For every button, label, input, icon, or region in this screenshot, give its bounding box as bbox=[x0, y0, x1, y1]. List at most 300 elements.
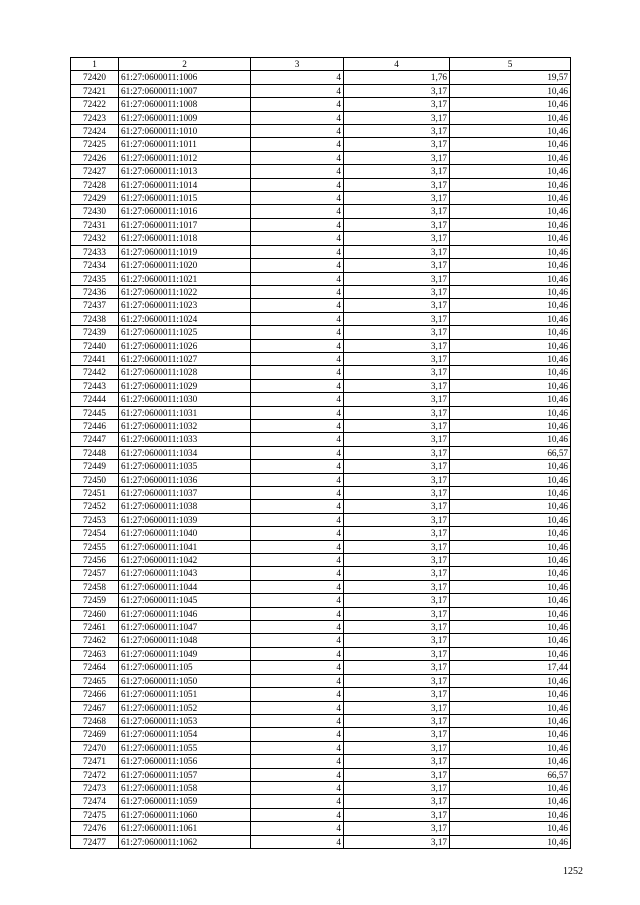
table-row bbox=[71, 822, 571, 835]
table-cell-col-2: 61:27:0600011:1036 bbox=[119, 473, 251, 486]
table-cell-col-2: 61:27:0600011:1012 bbox=[119, 151, 251, 164]
table-cell-col-4: 3,17 bbox=[344, 808, 450, 821]
table-cell-col-4: 3,17 bbox=[344, 835, 450, 848]
table-cell-col-1: 72443 bbox=[71, 379, 119, 392]
table-row bbox=[71, 701, 571, 714]
table-cell-col-5: 10,46 bbox=[450, 326, 571, 339]
table-cell-col-2: 61:27:0600011:1018 bbox=[119, 232, 251, 245]
table-cell-col-1: 72434 bbox=[71, 259, 119, 272]
table-cell-col-1: 72462 bbox=[71, 634, 119, 647]
table-cell-col-3: 4 bbox=[251, 701, 344, 714]
table-cell-col-5: 10,46 bbox=[450, 165, 571, 178]
table-cell-col-1: 72467 bbox=[71, 701, 119, 714]
table-cell-col-3: 4 bbox=[251, 795, 344, 808]
table-row bbox=[71, 714, 571, 727]
table-cell-col-3: 4 bbox=[251, 192, 344, 205]
table-cell-col-2: 61:27:0600011:1057 bbox=[119, 768, 251, 781]
table-cell-col-4: 3,17 bbox=[344, 178, 450, 191]
table-cell-col-1: 72457 bbox=[71, 567, 119, 580]
table-cell-col-2: 61:27:0600011:1055 bbox=[119, 741, 251, 754]
table-row bbox=[71, 178, 571, 191]
table-cell-col-2: 61:27:0600011:1042 bbox=[119, 554, 251, 567]
table-cell-col-2: 61:27:0600011:1038 bbox=[119, 500, 251, 513]
table-cell-col-5: 10,46 bbox=[450, 741, 571, 754]
table-row bbox=[71, 634, 571, 647]
table-cell-col-3: 4 bbox=[251, 245, 344, 258]
table-row bbox=[71, 580, 571, 593]
table-cell-col-3: 4 bbox=[251, 285, 344, 298]
table-cell-col-1: 72455 bbox=[71, 540, 119, 553]
table-row bbox=[71, 513, 571, 526]
table-cell-col-1: 72438 bbox=[71, 312, 119, 325]
table-cell-col-3: 4 bbox=[251, 299, 344, 312]
table-cell-col-3: 4 bbox=[251, 808, 344, 821]
table-cell-col-5: 10,46 bbox=[450, 352, 571, 365]
table-cell-col-3: 4 bbox=[251, 781, 344, 794]
table-cell-col-4: 3,17 bbox=[344, 714, 450, 727]
table-cell-col-3: 4 bbox=[251, 607, 344, 620]
table-row bbox=[71, 768, 571, 781]
table-cell-col-2: 61:27:0600011:1031 bbox=[119, 406, 251, 419]
table-cell-col-4: 3,17 bbox=[344, 701, 450, 714]
table-cell-col-3: 4 bbox=[251, 527, 344, 540]
header-col-3: 3 bbox=[251, 58, 344, 71]
table-cell-col-5: 19,57 bbox=[450, 71, 571, 84]
table-cell-col-1: 72432 bbox=[71, 232, 119, 245]
table-cell-col-5: 10,46 bbox=[450, 728, 571, 741]
table-row bbox=[71, 621, 571, 634]
table-cell-col-4: 3,17 bbox=[344, 393, 450, 406]
table-cell-col-3: 4 bbox=[251, 165, 344, 178]
table-cell-col-3: 4 bbox=[251, 728, 344, 741]
table-cell-col-1: 72433 bbox=[71, 245, 119, 258]
table-cell-col-5: 10,46 bbox=[450, 822, 571, 835]
table-cell-col-4: 3,17 bbox=[344, 192, 450, 205]
table-cell-col-1: 72470 bbox=[71, 741, 119, 754]
table-cell-col-2: 61:27:0600011:1019 bbox=[119, 245, 251, 258]
table-cell-col-1: 72427 bbox=[71, 165, 119, 178]
table-cell-col-3: 4 bbox=[251, 433, 344, 446]
table-row bbox=[71, 540, 571, 553]
table-cell-col-1: 72435 bbox=[71, 272, 119, 285]
table-cell-col-4: 3,17 bbox=[344, 218, 450, 231]
table-cell-col-2: 61:27:0600011:1039 bbox=[119, 513, 251, 526]
table-cell-col-4: 3,17 bbox=[344, 433, 450, 446]
table-cell-col-5: 10,46 bbox=[450, 647, 571, 660]
table-cell-col-4: 3,17 bbox=[344, 621, 450, 634]
table-row bbox=[71, 473, 571, 486]
table-row bbox=[71, 259, 571, 272]
table-cell-col-5: 10,46 bbox=[450, 151, 571, 164]
table-cell-col-1: 72461 bbox=[71, 621, 119, 634]
table-cell-col-4: 3,17 bbox=[344, 98, 450, 111]
table-row bbox=[71, 781, 571, 794]
table-cell-col-5: 10,46 bbox=[450, 84, 571, 97]
table-row bbox=[71, 433, 571, 446]
table-cell-col-3: 4 bbox=[251, 822, 344, 835]
table-cell-col-5: 10,46 bbox=[450, 554, 571, 567]
table-row bbox=[71, 728, 571, 741]
table-cell-col-4: 3,17 bbox=[344, 138, 450, 151]
table-cell-col-3: 4 bbox=[251, 835, 344, 848]
table-cell-col-4: 3,17 bbox=[344, 205, 450, 218]
table-cell-col-2: 61:27:0600011:1017 bbox=[119, 218, 251, 231]
header-row bbox=[71, 58, 571, 71]
table-cell-col-3: 4 bbox=[251, 312, 344, 325]
table-cell-col-4: 3,17 bbox=[344, 755, 450, 768]
table-row bbox=[71, 272, 571, 285]
table-cell-col-1: 72473 bbox=[71, 781, 119, 794]
table-cell-col-5: 66,57 bbox=[450, 446, 571, 459]
header-col-5: 5 bbox=[450, 58, 571, 71]
table-cell-col-1: 72452 bbox=[71, 500, 119, 513]
table-cell-col-5: 10,46 bbox=[450, 808, 571, 821]
table-cell-col-4: 3,17 bbox=[344, 446, 450, 459]
table-cell-col-1: 72445 bbox=[71, 406, 119, 419]
table-cell-col-4: 3,17 bbox=[344, 500, 450, 513]
table-cell-col-5: 66,57 bbox=[450, 768, 571, 781]
table-cell-col-4: 3,17 bbox=[344, 527, 450, 540]
table-cell-col-2: 61:27:0600011:105 bbox=[119, 661, 251, 674]
table-cell-col-3: 4 bbox=[251, 714, 344, 727]
table-row bbox=[71, 808, 571, 821]
table-cell-col-1: 72436 bbox=[71, 285, 119, 298]
table-cell-col-5: 10,46 bbox=[450, 138, 571, 151]
table-cell-col-4: 3,17 bbox=[344, 473, 450, 486]
table-row bbox=[71, 285, 571, 298]
table-row bbox=[71, 352, 571, 365]
table-row bbox=[71, 326, 571, 339]
table-cell-col-5: 10,46 bbox=[450, 527, 571, 540]
table-cell-col-4: 3,17 bbox=[344, 460, 450, 473]
table-cell-col-3: 4 bbox=[251, 232, 344, 245]
table-cell-col-5: 10,46 bbox=[450, 406, 571, 419]
table-cell-col-2: 61:27:0600011:1015 bbox=[119, 192, 251, 205]
table-cell-col-2: 61:27:0600011:1046 bbox=[119, 607, 251, 620]
table-cell-col-4: 1,76 bbox=[344, 71, 450, 84]
table-cell-col-5: 10,46 bbox=[450, 339, 571, 352]
table-cell-col-5: 10,46 bbox=[450, 500, 571, 513]
table-cell-col-4: 3,17 bbox=[344, 299, 450, 312]
table-cell-col-4: 3,17 bbox=[344, 379, 450, 392]
table-cell-col-1: 72468 bbox=[71, 714, 119, 727]
table-cell-col-3: 4 bbox=[251, 352, 344, 365]
table-cell-col-2: 61:27:0600011:1037 bbox=[119, 487, 251, 500]
table-cell-col-4: 3,17 bbox=[344, 245, 450, 258]
table-row bbox=[71, 111, 571, 124]
table-cell-col-2: 61:27:0600011:1022 bbox=[119, 285, 251, 298]
table-cell-col-3: 4 bbox=[251, 125, 344, 138]
table-row bbox=[71, 379, 571, 392]
table-cell-col-4: 3,17 bbox=[344, 339, 450, 352]
table-cell-col-1: 72471 bbox=[71, 755, 119, 768]
table-row bbox=[71, 446, 571, 459]
table-cell-col-5: 10,46 bbox=[450, 312, 571, 325]
table-row bbox=[71, 245, 571, 258]
table-cell-col-4: 3,17 bbox=[344, 634, 450, 647]
table-cell-col-2: 61:27:0600011:1025 bbox=[119, 326, 251, 339]
table-cell-col-2: 61:27:0600011:1052 bbox=[119, 701, 251, 714]
table-cell-col-5: 10,46 bbox=[450, 540, 571, 553]
table-cell-col-4: 3,17 bbox=[344, 366, 450, 379]
table-cell-col-2: 61:27:0600011:1035 bbox=[119, 460, 251, 473]
table-cell-col-1: 72422 bbox=[71, 98, 119, 111]
table-cell-col-1: 72424 bbox=[71, 125, 119, 138]
table-cell-col-2: 61:27:0600011:1059 bbox=[119, 795, 251, 808]
table-cell-col-3: 4 bbox=[251, 500, 344, 513]
table-cell-col-3: 4 bbox=[251, 647, 344, 660]
table-row bbox=[71, 594, 571, 607]
table-cell-col-2: 61:27:0600011:1056 bbox=[119, 755, 251, 768]
table-cell-col-3: 4 bbox=[251, 580, 344, 593]
table-cell-col-5: 10,46 bbox=[450, 580, 571, 593]
table-cell-col-5: 10,46 bbox=[450, 701, 571, 714]
table-cell-col-1: 72420 bbox=[71, 71, 119, 84]
table-row bbox=[71, 460, 571, 473]
table-cell-col-5: 10,46 bbox=[450, 714, 571, 727]
table-row bbox=[71, 218, 571, 231]
table-cell-col-1: 72451 bbox=[71, 487, 119, 500]
table-cell-col-1: 72437 bbox=[71, 299, 119, 312]
table-cell-col-1: 72426 bbox=[71, 151, 119, 164]
table-row bbox=[71, 366, 571, 379]
table-cell-col-2: 61:27:0600011:1051 bbox=[119, 688, 251, 701]
table-row bbox=[71, 71, 571, 84]
table-cell-col-3: 4 bbox=[251, 621, 344, 634]
table-cell-col-2: 61:27:0600011:1045 bbox=[119, 594, 251, 607]
table-row bbox=[71, 567, 571, 580]
table-cell-col-4: 3,17 bbox=[344, 795, 450, 808]
table-cell-col-2: 61:27:0600011:1060 bbox=[119, 808, 251, 821]
table-cell-col-2: 61:27:0600011:1053 bbox=[119, 714, 251, 727]
table-cell-col-3: 4 bbox=[251, 339, 344, 352]
table-cell-col-1: 72453 bbox=[71, 513, 119, 526]
table-cell-col-1: 72460 bbox=[71, 607, 119, 620]
table-cell-col-2: 61:27:0600011:1032 bbox=[119, 419, 251, 432]
table-cell-col-4: 3,17 bbox=[344, 232, 450, 245]
table-cell-col-4: 3,17 bbox=[344, 326, 450, 339]
table-cell-col-2: 61:27:0600011:1027 bbox=[119, 352, 251, 365]
table-cell-col-1: 72474 bbox=[71, 795, 119, 808]
table-cell-col-1: 72428 bbox=[71, 178, 119, 191]
table-cell-col-4: 3,17 bbox=[344, 151, 450, 164]
table-cell-col-2: 61:27:0600011:1006 bbox=[119, 71, 251, 84]
table-cell-col-2: 61:27:0600011:1043 bbox=[119, 567, 251, 580]
table-cell-col-5: 10,46 bbox=[450, 674, 571, 687]
table-cell-col-2: 61:27:0600011:1058 bbox=[119, 781, 251, 794]
table-cell-col-5: 10,46 bbox=[450, 419, 571, 432]
table-cell-col-1: 72449 bbox=[71, 460, 119, 473]
table-cell-col-3: 4 bbox=[251, 446, 344, 459]
table-cell-col-1: 72430 bbox=[71, 205, 119, 218]
table-cell-col-3: 4 bbox=[251, 272, 344, 285]
table-row bbox=[71, 835, 571, 848]
table-cell-col-4: 3,17 bbox=[344, 822, 450, 835]
table-cell-col-5: 10,46 bbox=[450, 433, 571, 446]
table-cell-col-4: 3,17 bbox=[344, 674, 450, 687]
table-cell-col-3: 4 bbox=[251, 755, 344, 768]
table-cell-col-1: 72442 bbox=[71, 366, 119, 379]
table-cell-col-1: 72477 bbox=[71, 835, 119, 848]
table-row bbox=[71, 192, 571, 205]
table-cell-col-3: 4 bbox=[251, 741, 344, 754]
table-row bbox=[71, 339, 571, 352]
table-row bbox=[71, 554, 571, 567]
table-row bbox=[71, 741, 571, 754]
table-cell-col-1: 72448 bbox=[71, 446, 119, 459]
table-cell-col-5: 10,46 bbox=[450, 192, 571, 205]
table-cell-col-5: 10,46 bbox=[450, 232, 571, 245]
table-cell-col-3: 4 bbox=[251, 594, 344, 607]
table-cell-col-5: 10,46 bbox=[450, 379, 571, 392]
table-cell-col-2: 61:27:0600011:1049 bbox=[119, 647, 251, 660]
table-cell-col-2: 61:27:0600011:1048 bbox=[119, 634, 251, 647]
table-cell-col-2: 61:27:0600011:1030 bbox=[119, 393, 251, 406]
table-cell-col-2: 61:27:0600011:1054 bbox=[119, 728, 251, 741]
table-cell-col-5: 10,46 bbox=[450, 299, 571, 312]
header-col-2: 2 bbox=[119, 58, 251, 71]
table-cell-col-3: 4 bbox=[251, 379, 344, 392]
table-cell-col-1: 72469 bbox=[71, 728, 119, 741]
table-cell-col-1: 72439 bbox=[71, 326, 119, 339]
table-cell-col-5: 10,46 bbox=[450, 781, 571, 794]
table-cell-col-1: 72429 bbox=[71, 192, 119, 205]
table-cell-col-2: 61:27:0600011:1050 bbox=[119, 674, 251, 687]
table-cell-col-3: 4 bbox=[251, 554, 344, 567]
table-cell-col-4: 3,17 bbox=[344, 513, 450, 526]
table-cell-col-2: 61:27:0600011:1009 bbox=[119, 111, 251, 124]
table-body bbox=[71, 71, 571, 849]
table-cell-col-4: 3,17 bbox=[344, 741, 450, 754]
table-cell-col-2: 61:27:0600011:1040 bbox=[119, 527, 251, 540]
table-cell-col-4: 3,17 bbox=[344, 594, 450, 607]
table-cell-col-3: 4 bbox=[251, 138, 344, 151]
table-cell-col-1: 72464 bbox=[71, 661, 119, 674]
table-cell-col-2: 61:27:0600011:1029 bbox=[119, 379, 251, 392]
table-cell-col-5: 10,46 bbox=[450, 460, 571, 473]
table-cell-col-3: 4 bbox=[251, 178, 344, 191]
table-cell-col-4: 3,17 bbox=[344, 768, 450, 781]
table-cell-col-1: 72450 bbox=[71, 473, 119, 486]
header-col-1: 1 bbox=[71, 58, 119, 71]
table-cell-col-2: 61:27:0600011:1011 bbox=[119, 138, 251, 151]
table-cell-col-5: 10,46 bbox=[450, 366, 571, 379]
table-cell-col-1: 72463 bbox=[71, 647, 119, 660]
table-row bbox=[71, 406, 571, 419]
table-cell-col-3: 4 bbox=[251, 393, 344, 406]
table-cell-col-3: 4 bbox=[251, 634, 344, 647]
table-row bbox=[71, 500, 571, 513]
table-cell-col-1: 72454 bbox=[71, 527, 119, 540]
table-cell-col-3: 4 bbox=[251, 674, 344, 687]
table-cell-col-1: 72472 bbox=[71, 768, 119, 781]
table-row bbox=[71, 755, 571, 768]
table-cell-col-4: 3,17 bbox=[344, 259, 450, 272]
table-cell-col-1: 72475 bbox=[71, 808, 119, 821]
table-row bbox=[71, 205, 571, 218]
table-cell-col-3: 4 bbox=[251, 473, 344, 486]
table-cell-col-2: 61:27:0600011:1041 bbox=[119, 540, 251, 553]
table-cell-col-4: 3,17 bbox=[344, 165, 450, 178]
table-cell-col-4: 3,17 bbox=[344, 567, 450, 580]
table-cell-col-2: 61:27:0600011:1028 bbox=[119, 366, 251, 379]
table-cell-col-1: 72440 bbox=[71, 339, 119, 352]
table-cell-col-4: 3,17 bbox=[344, 647, 450, 660]
table-cell-col-3: 4 bbox=[251, 84, 344, 97]
table-cell-col-1: 72425 bbox=[71, 138, 119, 151]
table-cell-col-2: 61:27:0600011:1016 bbox=[119, 205, 251, 218]
table-cell-col-2: 61:27:0600011:1021 bbox=[119, 272, 251, 285]
table-cell-col-5: 10,46 bbox=[450, 513, 571, 526]
table-cell-col-4: 3,17 bbox=[344, 688, 450, 701]
table-cell-col-3: 4 bbox=[251, 513, 344, 526]
table-cell-col-1: 72446 bbox=[71, 419, 119, 432]
table-cell-col-4: 3,17 bbox=[344, 419, 450, 432]
table-row bbox=[71, 232, 571, 245]
table-cell-col-3: 4 bbox=[251, 151, 344, 164]
table-cell-col-4: 3,17 bbox=[344, 272, 450, 285]
table-cell-col-2: 61:27:0600011:1014 bbox=[119, 178, 251, 191]
table-cell-col-2: 61:27:0600011:1034 bbox=[119, 446, 251, 459]
table-cell-col-5: 10,46 bbox=[450, 111, 571, 124]
table-row bbox=[71, 165, 571, 178]
table-cell-col-2: 61:27:0600011:1020 bbox=[119, 259, 251, 272]
table-cell-col-1: 72444 bbox=[71, 393, 119, 406]
table-cell-col-1: 72466 bbox=[71, 688, 119, 701]
table-cell-col-1: 72431 bbox=[71, 218, 119, 231]
table-cell-col-3: 4 bbox=[251, 567, 344, 580]
table-header bbox=[71, 58, 571, 71]
table-cell-col-4: 3,17 bbox=[344, 661, 450, 674]
table-cell-col-3: 4 bbox=[251, 540, 344, 553]
table-cell-col-2: 61:27:0600011:1047 bbox=[119, 621, 251, 634]
table-cell-col-4: 3,17 bbox=[344, 312, 450, 325]
table-cell-col-2: 61:27:0600011:1033 bbox=[119, 433, 251, 446]
table-cell-col-3: 4 bbox=[251, 487, 344, 500]
table-cell-col-3: 4 bbox=[251, 419, 344, 432]
table-cell-col-1: 72458 bbox=[71, 580, 119, 593]
table-cell-col-4: 3,17 bbox=[344, 125, 450, 138]
table-cell-col-5: 10,46 bbox=[450, 755, 571, 768]
table-cell-col-1: 72423 bbox=[71, 111, 119, 124]
table-cell-col-1: 72421 bbox=[71, 84, 119, 97]
table-cell-col-2: 61:27:0600011:1008 bbox=[119, 98, 251, 111]
table-row bbox=[71, 688, 571, 701]
table-cell-col-3: 4 bbox=[251, 259, 344, 272]
table-cell-col-5: 10,46 bbox=[450, 178, 571, 191]
table-cell-col-2: 61:27:0600011:1024 bbox=[119, 312, 251, 325]
table-cell-col-4: 3,17 bbox=[344, 487, 450, 500]
table-row bbox=[71, 527, 571, 540]
table-cell-col-5: 17,44 bbox=[450, 661, 571, 674]
table-cell-col-1: 72476 bbox=[71, 822, 119, 835]
table-cell-col-5: 10,46 bbox=[450, 125, 571, 138]
table-row bbox=[71, 299, 571, 312]
table-cell-col-4: 3,17 bbox=[344, 781, 450, 794]
table-cell-col-3: 4 bbox=[251, 98, 344, 111]
table-cell-col-5: 10,46 bbox=[450, 98, 571, 111]
header-col-4: 4 bbox=[344, 58, 450, 71]
table-cell-col-5: 10,46 bbox=[450, 205, 571, 218]
table-cell-col-3: 4 bbox=[251, 71, 344, 84]
table-row bbox=[71, 125, 571, 138]
table-cell-col-1: 72459 bbox=[71, 594, 119, 607]
table-cell-col-5: 10,46 bbox=[450, 688, 571, 701]
table-cell-col-3: 4 bbox=[251, 460, 344, 473]
table-cell-col-1: 72447 bbox=[71, 433, 119, 446]
table-cell-col-3: 4 bbox=[251, 406, 344, 419]
table-row bbox=[71, 661, 571, 674]
